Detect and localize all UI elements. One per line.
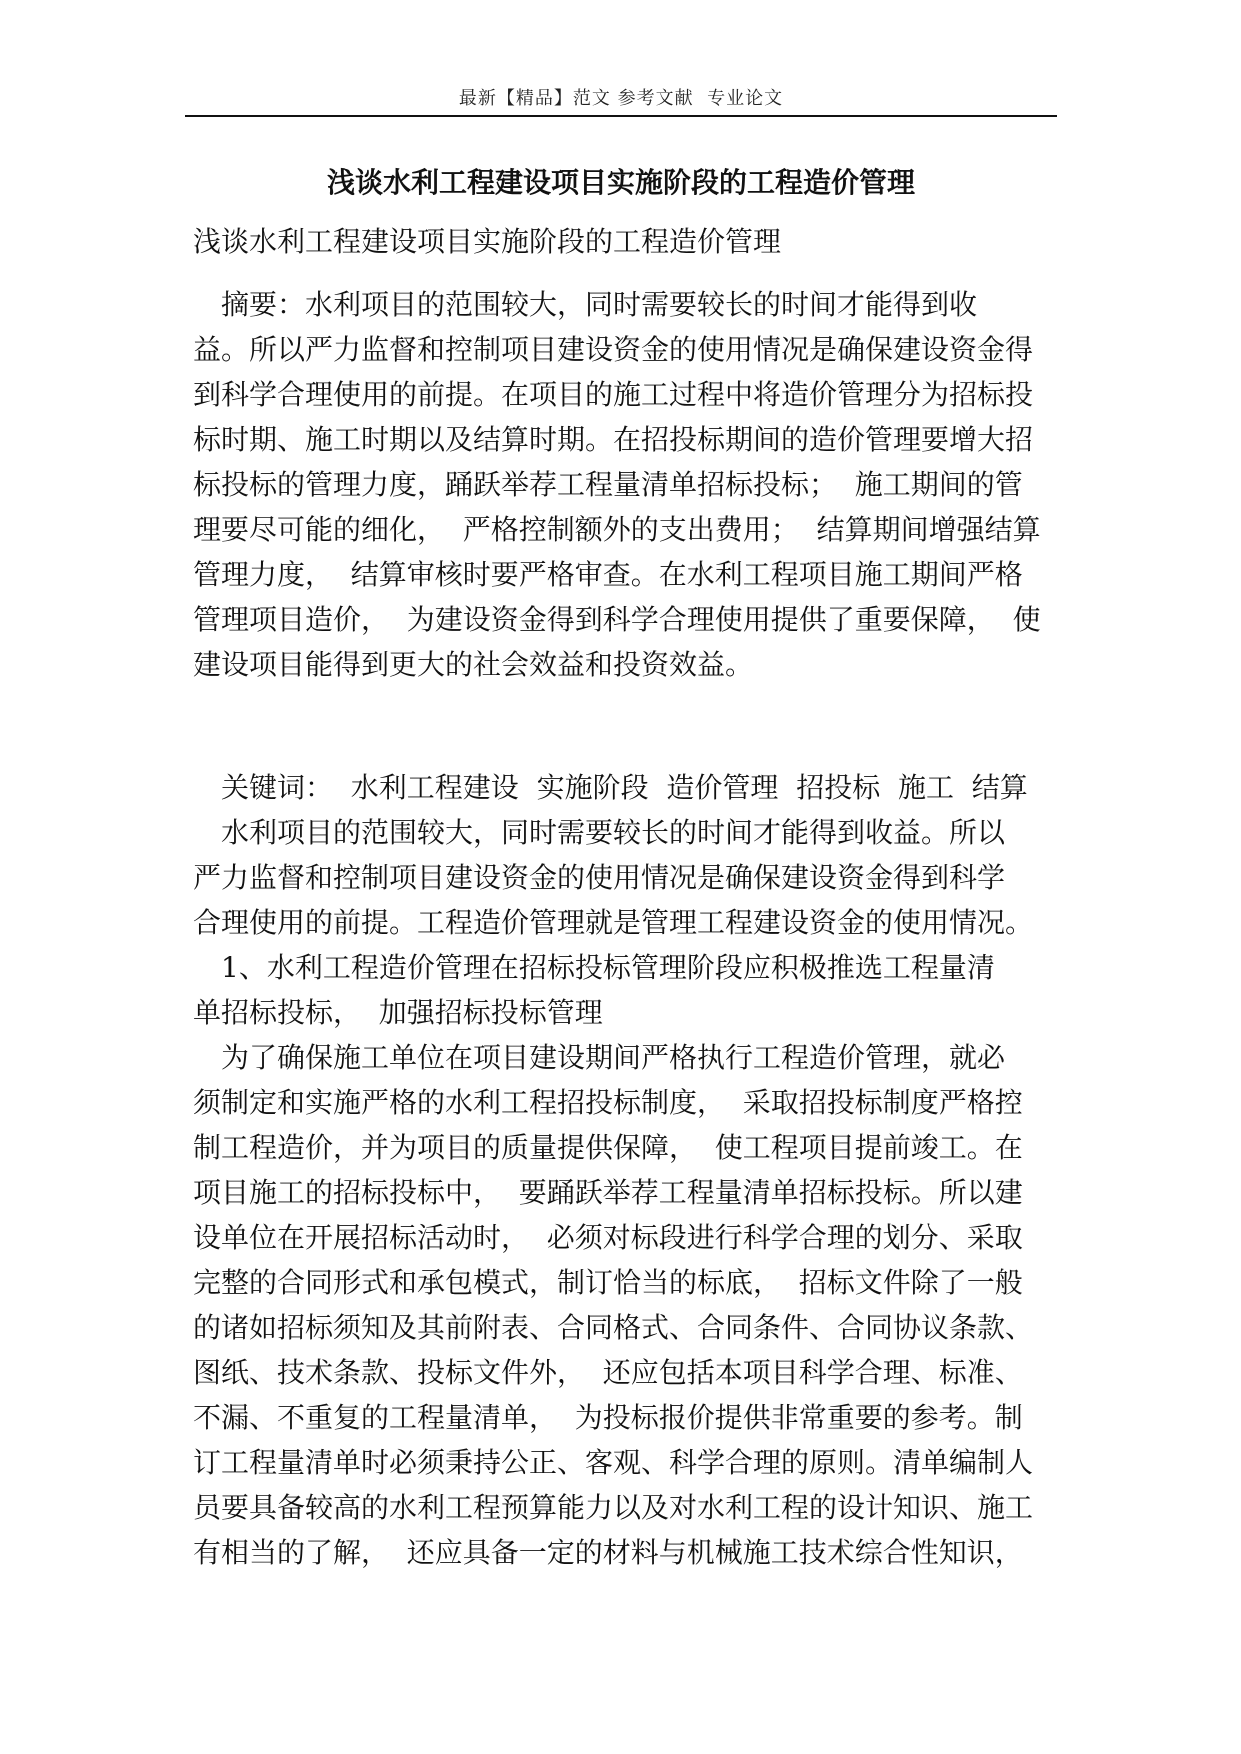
abstract-paragraph [193,282,1041,687]
abstract-line: 益。所以严力监督和控制项目建设资金的使用情况是确保建设资金得 [193,333,1034,366]
body-line: 设单位在开展招标活动时， 必须对标段进行科学合理的划分、采取 [193,1221,1023,1254]
body-line: 为了确保施工单位在项目建设期间严格执行工程造价管理，就必 [193,1041,1006,1074]
abstract-line: 标时期、施工时期以及结算时期。在招投标期间的造价管理要增大招 [193,423,1034,456]
section-heading-line: 1、水利工程造价管理在招标投标管理阶段应积极推选工程量清 [193,951,995,984]
body-line: 制工程造价，并为项目的质量提供保障， 使工程项目提前竣工。在 [193,1131,1023,1164]
abstract-line: 理要尽可能的细化， 严格控制额外的支出费用； 结算期间增强结算 [193,513,1041,546]
body-line: 图纸、技术条款、投标文件外， 还应包括本项目科学合理、标准、 [193,1356,1023,1389]
body-line: 严力监督和控制项目建设资金的使用情况是确保建设资金得到科学 [193,861,1006,894]
running-header: 最新【精品】范文 参考文献 专业论文 [458,88,784,109]
body-line: 项目施工的招标投标中， 要踊跃举荐工程量清单招标投标。所以建 [193,1176,1023,1209]
body-line: 有相当的了解， 还应具备一定的材料与机械施工技术综合性知识， [193,1536,1023,1569]
body-line: 须制定和实施严格的水利工程招投标制度， 采取招投标制度严格控 [193,1086,1023,1119]
body-text [193,765,1033,1575]
document-subtitle: 浅谈水利工程建设项目实施阶段的工程造价管理 [193,225,782,258]
body-line: 订工程量清单时必须秉持公正、客观、科学合理的原则。清单编制人 [193,1446,1034,1479]
abstract-line: 管理力度， 结算审核时要严格审查。在水利工程项目施工期间严格 [193,558,1023,591]
abstract-line: 管理项目造价， 为建设资金得到科学合理使用提供了重要保障， 使 [193,603,1041,636]
section-heading-line: 单招标投标， 加强招标投标管理 [193,996,603,1029]
abstract-line: 到科学合理使用的前提。在项目的施工过程中将造价管理分为招标投 [193,378,1034,411]
body-line: 的诸如招标须知及其前附表、合同格式、合同条件、合同协议条款、 [193,1311,1034,1344]
abstract-line: 标投标的管理力度，踊跃举荐工程量清单招标投标； 施工期间的管 [193,468,1023,501]
abstract-line: 摘要：水利项目的范围较大，同时需要较长的时间才能得到收 [193,288,978,321]
abstract-line: 建设项目能得到更大的社会效益和投资效益。 [193,648,754,681]
header-rule [185,115,1057,117]
body-line: 员要具备较高的水利工程预算能力以及对水利工程的设计知识、施工 [193,1491,1034,1524]
document-title: 浅谈水利工程建设项目实施阶段的工程造价管理 [326,166,915,199]
keywords-line: 关键词： 水利工程建设 实施阶段 造价管理 招投标 施工 结算 [193,771,1028,804]
body-line: 完整的合同形式和承包模式，制订恰当的标底， 招标文件除了一般 [193,1266,1023,1299]
body-line: 水利项目的范围较大，同时需要较长的时间才能得到收益。所以 [193,816,1006,849]
body-line: 不漏、不重复的工程量清单， 为投标报价提供非常重要的参考。制 [193,1401,1023,1434]
body-line: 合理使用的前提。工程造价管理就是管理工程建设资金的使用情况。 [193,906,1034,939]
